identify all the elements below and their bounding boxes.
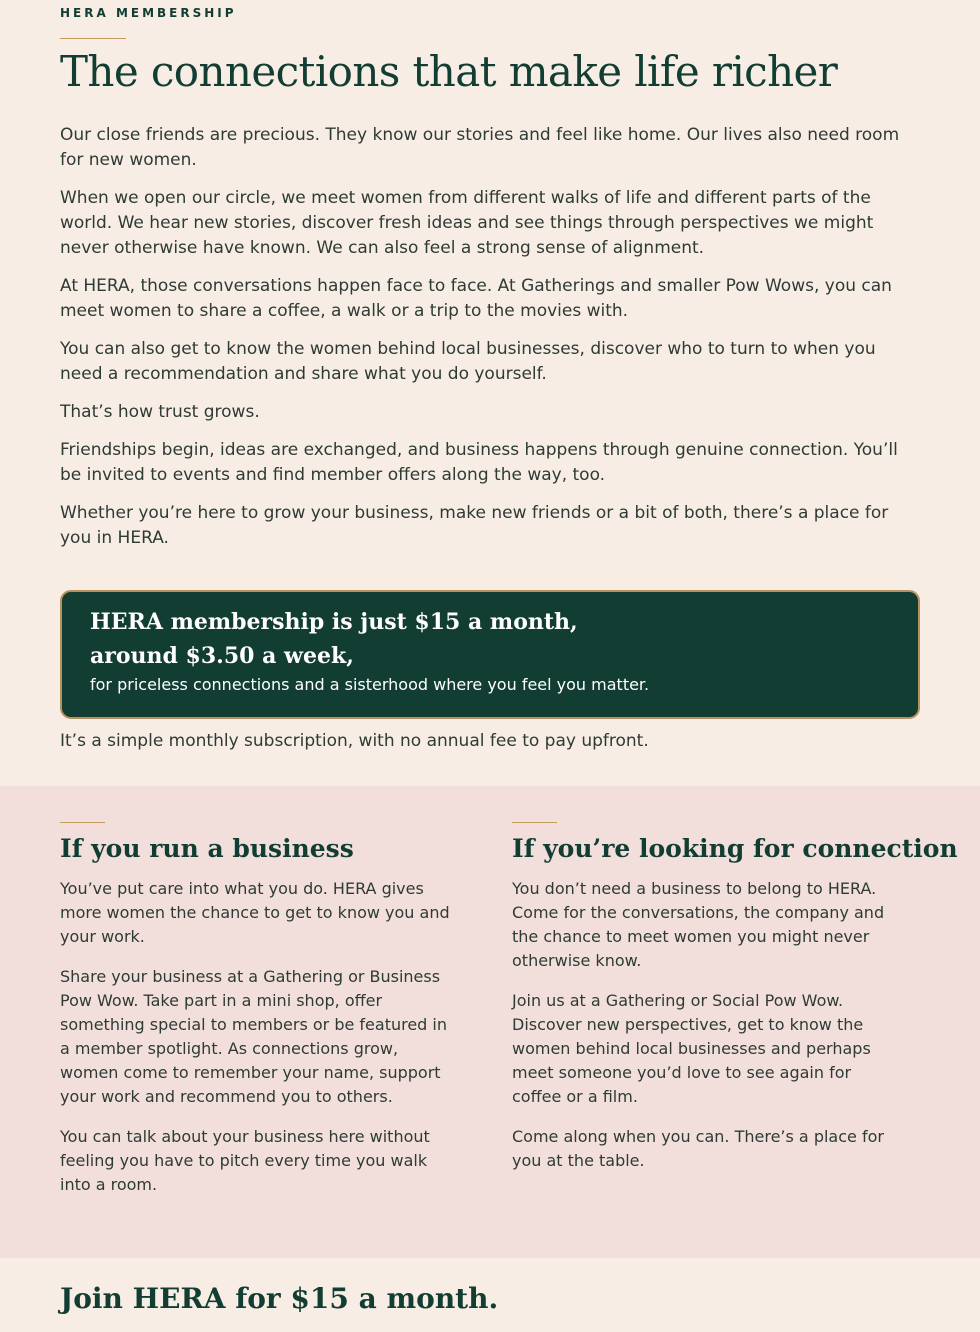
intro-paragraph: Whether you’re here to grow your business, make new friends or a bit of both, there’s a place for you in HERA. [60, 503, 889, 548]
join-heading: Join HERA for $15 a month. [60, 1282, 499, 1315]
gold-divider [512, 822, 557, 823]
gold-divider [60, 822, 105, 823]
intro-paragraph: Friendships begin, ideas are exchanged, and business happens through genuine connection. You’ll be invited to events and find member offers along the way, too. [60, 440, 898, 485]
business-paragraph: You can talk about your business here without feeling you have to pitch every time you walk into a room. [60, 1127, 430, 1194]
intro-copy [60, 123, 920, 564]
callout-headline: HERA membership is just $15 a month, around $3.50 a week, [90, 609, 578, 669]
connection-paragraph: Come along when you can. There’s a place for you at the table. [512, 1127, 884, 1170]
callout-subtext: for priceless connections and a sisterhood where you feel you matter. [90, 675, 650, 694]
join-section [0, 1258, 980, 1332]
audience-section [0, 786, 980, 1258]
business-heading: If you run a business [60, 834, 354, 863]
connection-paragraph: Join us at a Gathering or Social Pow Wow. Discover new perspectives, get to know the women behind local businesses and perhaps meet someone you’d love to see again for coffee or a film. [512, 991, 871, 1106]
intro-paragraph: That’s how trust grows. [60, 402, 260, 422]
business-paragraph: Share your business at a Gathering or Business Pow Wow. Take part in a mini shop, offer something special to members or be featured in a member spotlight. As connections grow, women come to remember your name, support your work and recommend you to others. [60, 967, 448, 1106]
intro-paragraph: At HERA, those conversations happen face to face. At Gatherings and smaller Pow Wows, you can meet women to share a coffee, a walk or a trip to the movies with. [60, 276, 892, 321]
page-title: The connections that make life richer [60, 47, 838, 96]
connection-column [512, 822, 958, 1189]
membership-price-callout [60, 590, 920, 719]
gold-divider [60, 38, 126, 39]
connection-heading: If you’re looking for connection [512, 834, 958, 863]
subscription-note: It’s a simple monthly subscription, with no annual fee to pay upfront. [60, 731, 649, 751]
intro-paragraph: When we open our circle, we meet women from different walks of life and different parts of the world. We hear new stories, discover fresh ideas and see things through perspectives we might never otherwise have known. We can also feel a strong sense of alignment. [60, 188, 874, 258]
intro-paragraph: Our close friends are precious. They know our stories and feel like home. Our lives also need room for new women. [60, 125, 900, 170]
section-eyebrow: HERA MEMBERSHIP [60, 6, 237, 20]
business-column [60, 822, 452, 1213]
connection-paragraph: You don’t need a business to belong to HERA. Come for the conversations, the company and the chance to meet women you might never otherwise know. [512, 879, 885, 970]
intro-paragraph: You can also get to know the women behind local businesses, discover who to turn to when you need a recommendation and share what you do yourself. [60, 339, 876, 384]
business-paragraph: You’ve put care into what you do. HERA gives more women the chance to get to know you and your work. [60, 879, 450, 946]
